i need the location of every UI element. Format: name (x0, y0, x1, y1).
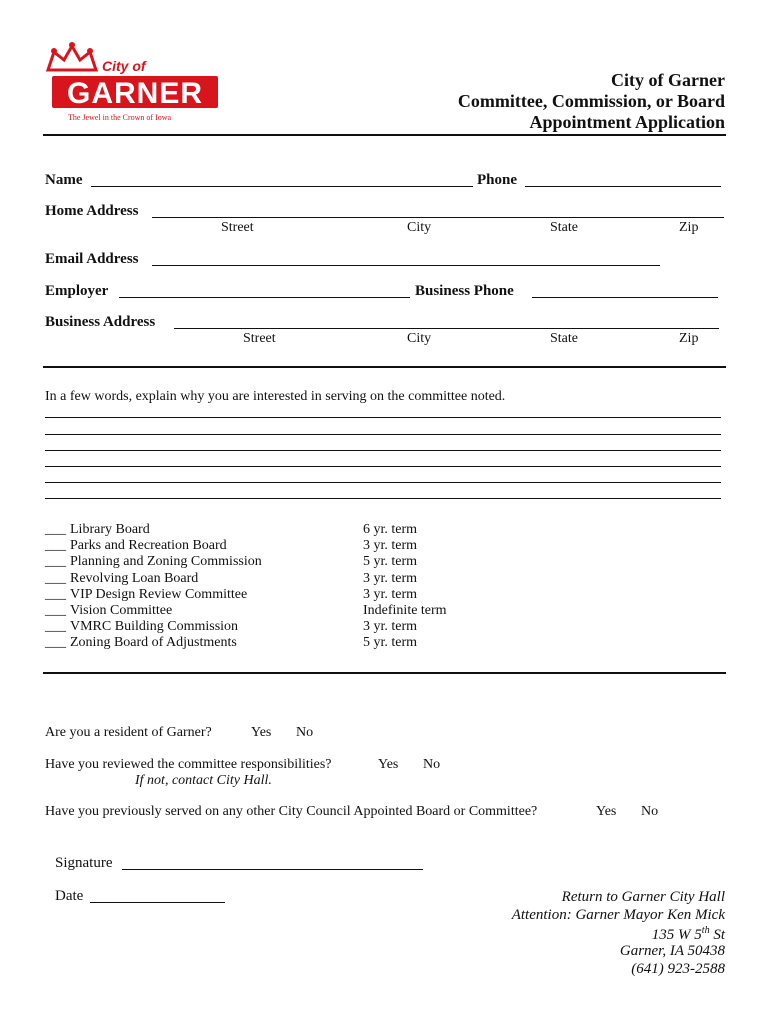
name-field[interactable] (91, 186, 473, 187)
home-address-label: Home Address (45, 203, 139, 219)
business-state-caption: State (550, 331, 578, 346)
answer-line[interactable] (45, 450, 721, 451)
committee-term: 5 yr. term (363, 554, 418, 570)
committee-name: Zoning Board of Adjustments (70, 635, 237, 651)
interest-prompt: In a few words, explain why you are interested in serving on the committee noted. (45, 389, 506, 404)
answer-line[interactable] (45, 434, 721, 435)
committee-name: VMRC Building Commission (70, 619, 239, 635)
resident-question: Are you a resident of Garner? (45, 725, 212, 740)
answer-line[interactable] (45, 498, 721, 499)
city-logo (40, 40, 225, 125)
reviewed-question: Have you reviewed the committee responsibilities? (45, 757, 332, 772)
email-field[interactable] (152, 265, 660, 266)
crown-logo-graphic (40, 40, 225, 125)
committee-checkbox-blank[interactable]: ___ (45, 603, 66, 618)
business-zip-caption: Zip (679, 331, 699, 346)
title-divider (43, 134, 726, 136)
reviewed-yes-option[interactable]: Yes (378, 757, 399, 772)
committee-name: Vision Committee (70, 603, 173, 618)
committee-checkbox-blank[interactable]: ___ (45, 522, 66, 537)
home-city-caption: City (407, 220, 432, 235)
home-state-caption: State (550, 220, 578, 235)
return-street-suffix: th (701, 925, 710, 936)
business-address-label: Business Address (45, 314, 156, 330)
previous-service-question: Have you previously served on any other City Council Appointed Board or Committee? (45, 804, 538, 819)
title-line-3: Appointment Application (529, 112, 725, 132)
email-label: Email Address (45, 251, 139, 267)
committee-name: VIP Design Review Committee (70, 586, 248, 602)
employer-label: Employer (45, 283, 109, 299)
date-label: Date (55, 888, 84, 904)
business-city-caption: City (407, 331, 432, 346)
resident-yes-option[interactable]: Yes (251, 725, 272, 740)
business-address-field[interactable] (174, 328, 719, 329)
committee-item[interactable] (45, 635, 237, 651)
committee-checkbox-blank[interactable]: ___ (45, 554, 66, 570)
logo-garner-text: GARNER (66, 77, 204, 110)
committee-item[interactable] (45, 554, 262, 570)
section-divider (43, 366, 726, 368)
committee-checkbox-blank[interactable]: ___ (45, 538, 66, 554)
return-line-1: Return to Garner City Hall (561, 889, 725, 905)
logo-tagline: The Jewel in the Crown of Iowa (68, 113, 172, 122)
committee-term: 3 yr. term (363, 586, 418, 602)
phone-label: Phone (477, 172, 518, 188)
section-divider (43, 672, 726, 674)
committee-term: 3 yr. term (363, 538, 418, 554)
home-zip-caption: Zip (679, 220, 699, 235)
reviewed-no-option[interactable]: No (423, 757, 441, 772)
committee-item[interactable] (45, 603, 172, 619)
signature-field[interactable] (122, 869, 423, 870)
previous-yes-option[interactable]: Yes (596, 804, 617, 819)
title-line-2: Committee, Commission, or Board (457, 91, 725, 111)
committee-item[interactable] (45, 619, 238, 635)
return-street-type: St (709, 927, 725, 943)
committee-term: 6 yr. term (363, 522, 418, 537)
answer-line[interactable] (45, 417, 721, 418)
committee-name: Parks and Recreation Board (70, 538, 227, 554)
return-street: 135 W 5 (651, 927, 702, 943)
committee-term: 3 yr. term (363, 619, 418, 635)
committee-name: Library Board (70, 522, 150, 537)
form-title (458, 70, 725, 133)
business-phone-field[interactable] (532, 297, 718, 298)
return-line-5: (641) 923-2588 (631, 961, 725, 977)
name-label: Name (45, 172, 83, 188)
committee-checkbox-blank[interactable]: ___ (45, 619, 66, 635)
committee-checkbox-blank[interactable]: ___ (45, 570, 66, 586)
home-street-caption: Street (221, 220, 254, 235)
committee-term: Indefinite term (363, 603, 447, 618)
signature-label: Signature (55, 855, 113, 871)
employer-field[interactable] (119, 297, 410, 298)
previous-no-option[interactable]: No (641, 804, 659, 819)
committee-item[interactable] (45, 587, 247, 603)
committee-term: 5 yr. term (363, 635, 418, 651)
resident-no-option[interactable]: No (296, 725, 314, 740)
business-phone-label: Business Phone (415, 283, 514, 299)
committee-item[interactable] (45, 571, 198, 587)
phone-field[interactable] (525, 186, 721, 187)
committee-name: Planning and Zoning Commission (70, 554, 262, 570)
committee-term: 3 yr. term (363, 570, 418, 586)
home-address-field[interactable] (152, 217, 724, 218)
business-street-caption: Street (243, 331, 276, 346)
reviewed-note: If not, contact City Hall. (135, 773, 272, 788)
date-field[interactable] (90, 902, 225, 903)
committee-name: Revolving Loan Board (70, 570, 199, 586)
committee-item[interactable] (45, 538, 227, 554)
title-line-1: City of Garner (611, 70, 725, 90)
return-line-3 (652, 925, 725, 944)
committee-item[interactable] (45, 522, 150, 538)
answer-line[interactable] (45, 466, 721, 467)
answer-line[interactable] (45, 482, 721, 483)
logo-city-of-text: City of (102, 58, 146, 74)
committee-checkbox-blank[interactable]: ___ (45, 635, 66, 651)
return-line-4: Garner, IA 50438 (619, 943, 725, 959)
committee-checkbox-blank[interactable]: ___ (45, 586, 66, 602)
return-line-2: Attention: Garner Mayor Ken Mick (511, 907, 725, 923)
